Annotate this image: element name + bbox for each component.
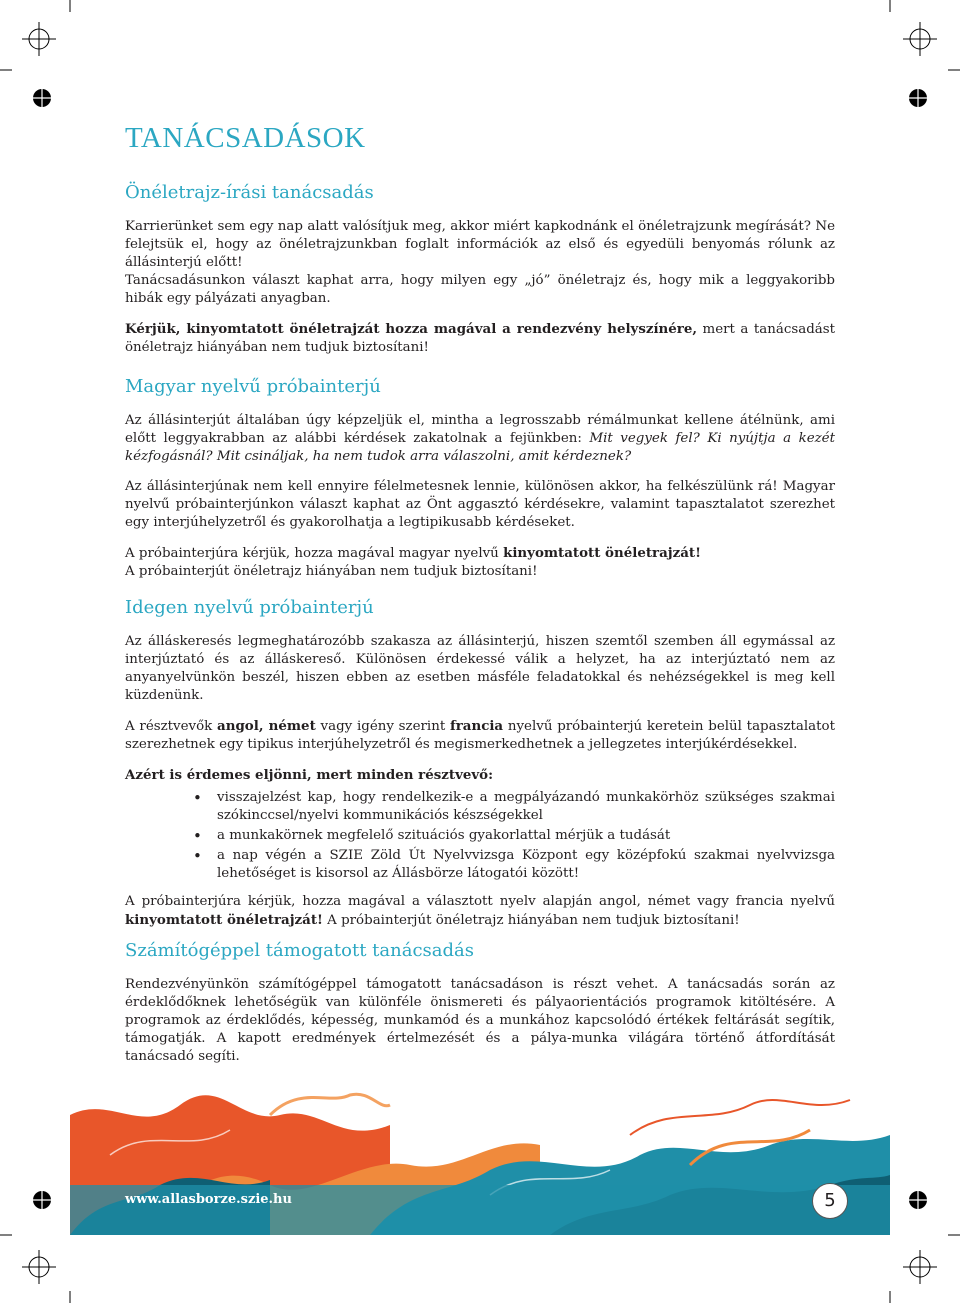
paragraph: [125, 544, 835, 581]
bold-text: francia: [449, 718, 504, 734]
paragraph: Tanácsadásunkon választ kaphat arra, hogy milyen egy „jó” önéletrajz és, hogy mik a leggyakoribb hibák egy pályázati anyagban.: [125, 273, 835, 306]
section-foreign-interview: [125, 597, 835, 942]
registration-dot-icon: [32, 1190, 52, 1210]
bold-text: Kérjük, kinyomtatott önéletrajzát hozza magával a rendezvény helyszínére,: [125, 321, 698, 337]
text: Az állásinterjút általában úgy képzeljük el, mintha a legrosszabb rémálmunkat kellene átélnünk, ami előtt leggyakrabban az alábbi kérdések zakatolnak a fejünkben:: [125, 413, 835, 446]
text: mert a tanácsadást önéletrajz hiányában nem tudjuk biztosítani!: [125, 322, 836, 355]
registration-dot-icon: [908, 88, 928, 108]
text: vagy igény szerint: [315, 719, 450, 734]
paragraph: [125, 717, 835, 754]
text: nyelvű próbainterjú keretein belül tapasztalatot szerezhetnek egy tipikus interjúhelyzetről és megismerkedhetnek a jellegzetes interjúkérdésekkel.: [125, 719, 835, 752]
page-title: TANÁCSADÁSOK: [125, 122, 366, 154]
paragraph: Az álláskeresés legmeghatározóbb szakasza az állásinterjú, hiszen szemtől szemben áll egymással az interjúztató és az álláskereső. Különösen érdekessé válik a helyzet, ha az interjúztató nem az anyanyelvünkön beszél, hiszen ebben az esetben másféle feladatokkal és nehézségekkel is meg kell küzdenünk.: [125, 634, 835, 703]
page-number: 5: [812, 1183, 848, 1219]
section-heading: Önéletrajz-írási tanácsadás: [125, 182, 374, 203]
text: A résztvevők: [125, 719, 218, 734]
list-item: • visszajelzést kap, hogy rendelkezik-e a megpályázandó munkakörhöz szükséges szakmai szókinccsel/nyelvi kommunikációs készségekkel: [217, 789, 835, 825]
list-heading: [125, 766, 835, 785]
section-cv-writing: [125, 182, 835, 369]
italic-text: Mit vegyek fel? Ki nyújtja a kezét kézfogásnál? Mit csináljak, ha nem tudok arra válaszolni, amit kérdeznek?: [125, 431, 835, 464]
section-heading: Magyar nyelvű próbainterjú: [125, 376, 381, 397]
paragraph: [125, 320, 835, 357]
paragraph: [125, 893, 835, 930]
section-computer-counseling: [125, 940, 835, 1078]
paragraph: Az állásinterjúnak nem kell ennyire félelmetesnek lennie, különösen akkor, ha felkészülünk rá! Magyar nyelvű próbainterjúnkon választ kaphat az Önt aggasztó kérdésekre, valamint tapasztalatot szerezhet egy interjúhelyzetről és gyakorolhatja a legtipikusabb kérdéseket.: [125, 479, 835, 530]
text: A próbainterjút önéletrajz hiányában nem tudjuk biztosítani!: [322, 913, 740, 928]
text: A próbainterjúra kérjük, hozza magával a választott nyelv alapján angol, német vagy francia nyelvű: [125, 894, 835, 909]
paragraph: Rendezvényünkön számítógéppel támogatott tanácsadáson is részt vehet. A tanácsadás során az érdeklődőknek lehetőségük van különféle önismereti és pályaorientációs programok kitöltésére. A programok az érdeklődés, képesség, munkamód és a munkához kapcsolódó értékek feltárását segítik, támogatják. A kapott eredmények értelmezését és a pálya-munka világára történő átfordítását tanácsadó segíti.: [125, 977, 835, 1064]
bold-text: Azért is érdemes eljönni, mert minden résztvevő:: [125, 767, 494, 783]
section-heading: Idegen nyelvű próbainterjú: [125, 597, 374, 618]
bold-text: kinyomtatott önéletrajzát!: [125, 912, 323, 928]
footer-decoration: [70, 1075, 890, 1235]
bold-text: kinyomtatott önéletrajzát!: [503, 545, 701, 561]
text: A próbainterjúra kérjük, hozza magával magyar nyelvű: [125, 546, 504, 561]
paragraph: Karrierünket sem egy nap alatt valósítjuk meg, akkor miért kapkodnánk el önéletrajzunk megírását? Ne felejtsük el, hogy az önéletrajzunkban foglalt információk az első és egyedüli benyomás rólunk az állásinterjú előtt!: [125, 219, 835, 270]
text: A próbainterjút önéletrajz hiányában nem tudjuk biztosítani!: [125, 564, 538, 579]
registration-dot-icon: [908, 1190, 928, 1210]
list-item: • a nap végén a SZIE Zöld Út Nyelvvizsga Központ egy középfokú szakmai nyelvvizsga lehetőséget is kisorsol az Állásbörze látogatói között!: [217, 847, 835, 883]
list-item: • a munkakörnek megfelelő szituációs gyakorlattal mérjük a tudását: [217, 827, 835, 845]
bold-text: angol, német: [217, 718, 316, 734]
registration-dot-icon: [32, 88, 52, 108]
footer-url[interactable]: www.allasborze.szie.hu: [125, 1192, 292, 1207]
bullet-list: [125, 789, 835, 883]
section-hungarian-interview: [125, 376, 835, 593]
paragraph: [125, 412, 835, 466]
section-heading: Számítógéppel támogatott tanácsadás: [125, 940, 475, 961]
